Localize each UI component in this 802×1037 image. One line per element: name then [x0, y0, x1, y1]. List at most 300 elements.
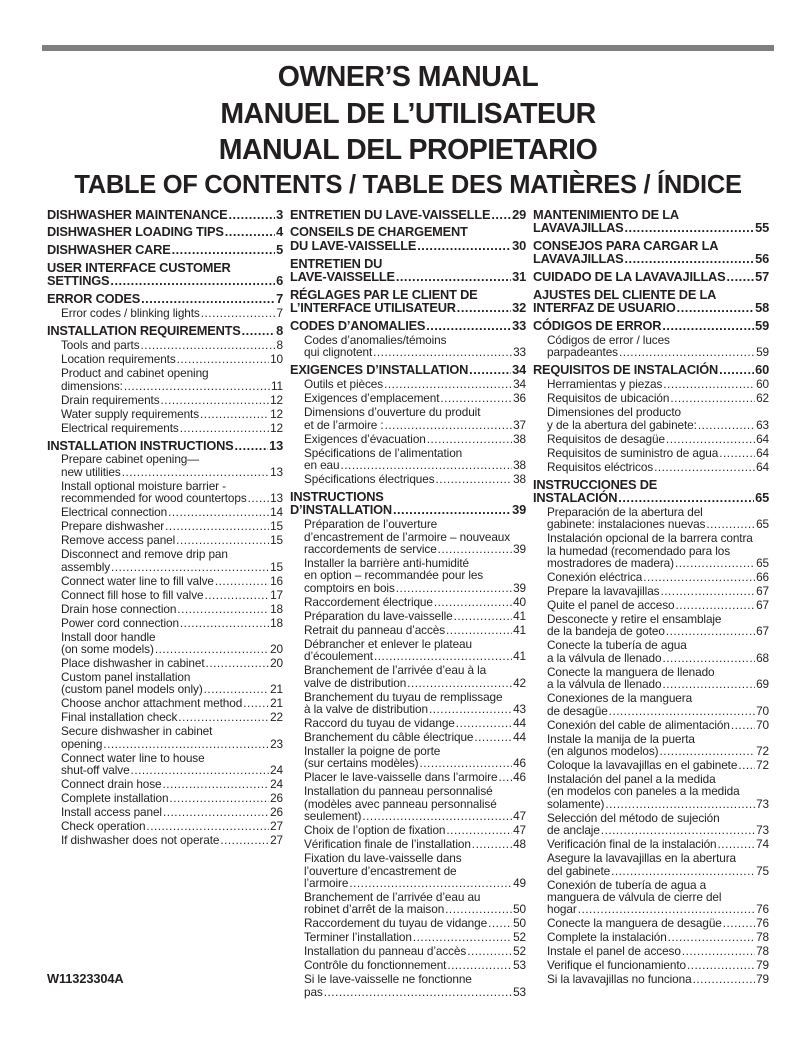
- dot-leader: [426, 319, 511, 332]
- toc-entry-text: Retrait du panneau d’accès: [304, 622, 446, 637]
- toc-sub-entry: [290, 624, 526, 636]
- toc-entry-text: de anclaje: [547, 823, 600, 838]
- toc-entry-text: opening: [61, 736, 103, 751]
- toc-sub-entry: [47, 453, 283, 478]
- toc-entry-text: Place dishwasher in cabinet: [61, 656, 205, 671]
- toc-sub-entry: [47, 657, 283, 669]
- toc-sub-entry: [290, 917, 526, 929]
- toc-entry-text: (custom panel models only): [61, 682, 203, 697]
- toc-entry-page: 50: [513, 916, 526, 931]
- toc-entry-page: 12: [270, 392, 283, 407]
- toc-sub-entry: [47, 307, 283, 319]
- toc-entry-text: Branchement du tuyau de remplissage: [304, 689, 503, 704]
- toc-entry-text: CODES D’ANOMALIES: [290, 317, 426, 333]
- toc-entry-page: 23: [270, 736, 283, 751]
- toc-entry-text: (en algunos modelos): [547, 743, 659, 758]
- toc-entry-page: 70: [756, 717, 769, 732]
- toc-entry-page: 4: [276, 224, 283, 240]
- toc-entry-text: shut-off valve: [61, 763, 130, 778]
- dot-leader: [407, 677, 512, 689]
- toc-entry-text: Conexión eléctrica: [547, 569, 643, 584]
- toc-heading-entry: [47, 243, 283, 256]
- toc-entry-text: seulement): [304, 809, 362, 824]
- toc-entry-page: 20: [270, 656, 283, 671]
- dot-leader: [242, 324, 275, 337]
- toc-entry-text: Prepare la lavavajillas: [547, 583, 660, 598]
- toc-entry-text: Choix de l’option de fixation: [304, 823, 446, 838]
- toc-grid: [47, 208, 769, 1000]
- dot-leader: [660, 585, 755, 597]
- toc-entry-text: Requisitos de suministro de agua: [547, 445, 719, 460]
- toc-entry-text: raccordements de service: [304, 541, 437, 556]
- toc-sub-entry: [47, 778, 283, 790]
- dot-leader: [601, 824, 755, 836]
- toc-heading-entry: [47, 225, 283, 238]
- toc-sub-entry: [533, 973, 769, 985]
- toc-entry-text: robinet d’arrêt de la maison: [304, 902, 445, 917]
- toc-sub-entry: [533, 392, 769, 404]
- toc-entry-text: la humedad (recomendado para los: [547, 543, 731, 558]
- toc-entry-text: EXIGENCES D’INSTALLATION: [290, 362, 469, 378]
- dot-leader: [625, 252, 755, 265]
- toc-sub-entry: [290, 771, 526, 783]
- toc-entry-text: Prepare dishwasher: [61, 519, 165, 534]
- dot-leader: [384, 378, 512, 390]
- dot-leader: [654, 461, 755, 473]
- toc-entry-text: et de l’armoire :: [304, 417, 384, 432]
- toc-heading-entry: [47, 439, 283, 452]
- dot-leader: [611, 865, 755, 877]
- toc-entry-text: Spécifications électriques: [304, 471, 435, 486]
- dot-leader: [163, 806, 269, 818]
- toc-sub-entry: [290, 973, 526, 998]
- dot-leader: [472, 838, 512, 850]
- dot-leader: [447, 959, 512, 971]
- toc-entry-text: comptoirs en bois: [304, 580, 395, 595]
- toc-entry-text: ERROR CODES: [47, 291, 141, 307]
- toc-sub-entry: [533, 759, 769, 771]
- toc-entry-page: 69: [756, 677, 769, 692]
- toc-entry-text: Product and cabinet opening: [61, 366, 209, 381]
- toc-entry-page: 32: [512, 300, 526, 316]
- toc-entry-text: INSTALLATION INSTRUCTIONS: [47, 437, 234, 453]
- toc-sub-entry: [533, 931, 769, 943]
- toc-entry-text: Location requirements: [61, 352, 176, 367]
- toc-entry-page: 72: [756, 757, 769, 772]
- toc-entry-page: 38: [513, 457, 526, 472]
- toc-entry-page: 76: [756, 902, 769, 917]
- toc-entry-page: 73: [756, 823, 769, 838]
- dot-leader: [141, 292, 275, 305]
- toc-sub-entry: [290, 717, 526, 729]
- toc-sub-entry: [47, 422, 283, 434]
- toc-entry-text: INTERFAZ DE USUARIO: [533, 300, 676, 316]
- toc-entry-page: 24: [270, 763, 283, 778]
- toc-entry-text: Fixation du lave-vaisselle dans: [304, 851, 462, 866]
- dot-leader: [659, 745, 755, 757]
- dot-leader: [668, 931, 755, 943]
- toc-sub-entry: [290, 785, 526, 822]
- dot-leader: [413, 931, 512, 943]
- toc-entry-page: 34: [512, 362, 526, 378]
- toc-entry-page: 52: [513, 944, 526, 959]
- toc-entry-text: l’ouverture d’encastrement de: [304, 863, 457, 878]
- toc-sub-entry: [290, 406, 526, 431]
- dot-leader: [666, 433, 755, 445]
- dot-leader: [122, 466, 269, 478]
- toc-entry-text: Exigences d’évacuation: [304, 431, 426, 446]
- toc-entry-page: 21: [270, 682, 283, 697]
- toc-entry-text: y de la abertura del gabinete:: [547, 417, 697, 432]
- toc-entry-page: 13: [270, 491, 283, 506]
- toc-sub-entry: [533, 879, 769, 916]
- dot-leader: [201, 307, 276, 319]
- toc-entry-text: Raccordement électrique: [304, 594, 433, 609]
- dot-leader: [163, 778, 270, 790]
- toc-entry-text: Installation du panneau d’accès: [304, 944, 467, 959]
- toc-sub-entry: [290, 473, 526, 485]
- toc-sub-entry: [533, 461, 769, 473]
- toc-entry-text: Installation du panneau personnalisé: [304, 784, 493, 799]
- toc-entry-text: CONSEILS DE CHARGEMENT: [290, 224, 468, 240]
- toc-entry-page: 43: [513, 701, 526, 716]
- toc-entry-text: Electrical connection: [61, 505, 168, 520]
- toc-entry-text: Instale el panel de acceso: [547, 944, 681, 959]
- toc-entry-page: 21: [270, 696, 283, 711]
- dot-leader: [491, 208, 511, 221]
- toc-entry-text: Dimensions d’ouverture du produit: [304, 405, 481, 420]
- toc-entry-text: Water supply requirements: [61, 406, 200, 421]
- toc-sub-entry: [290, 852, 526, 889]
- dot-leader: [456, 717, 512, 729]
- toc-entry-page: 24: [270, 777, 283, 792]
- toc-sub-entry: [290, 610, 526, 622]
- toc-entry-page: 53: [513, 958, 526, 973]
- toc-sub-entry: [290, 334, 526, 359]
- toc-entry-text: Electrical requirements: [61, 420, 179, 435]
- toc-entry-text: Verificación final de la instalación: [547, 837, 717, 852]
- toc-entry-text: Drain requirements: [61, 392, 160, 407]
- toc-entry-text: Coloque la lavavajillas en el gabinete: [547, 757, 738, 772]
- toc-sub-entry: [533, 773, 769, 810]
- dot-leader: [670, 392, 755, 404]
- toc-sub-entry: [533, 447, 769, 459]
- toc-entry-text: (en modelos con paneles a la medida: [547, 784, 740, 799]
- toc-entry-text: Verifique el funcionamiento: [547, 958, 686, 973]
- toc-entry-page: 6: [276, 273, 283, 289]
- toc-entry-text: RÉGLAGES PAR LE CLIENT DE: [290, 286, 478, 302]
- toc-entry-text: L’INTERFACE UTILISATEUR: [290, 300, 456, 316]
- toc-entry-text: Branchement du câble électrique: [304, 729, 474, 744]
- toc-sub-entry: [533, 945, 769, 957]
- toc-entry-page: 65: [755, 489, 769, 505]
- toc-sub-entry: [533, 692, 769, 717]
- dot-leader: [420, 757, 513, 769]
- toc-entry-text: gabinete: instalaciones nuevas: [547, 517, 706, 532]
- toc-entry-page: 22: [270, 710, 283, 725]
- toc-entry-page: 12: [270, 420, 283, 435]
- dot-leader: [706, 518, 755, 530]
- toc-entry-page: 3: [276, 206, 283, 222]
- dot-leader: [169, 792, 269, 804]
- dot-leader: [619, 346, 755, 358]
- toc-sub-entry: [47, 603, 283, 615]
- toc-sub-entry: [533, 719, 769, 731]
- toc-sub-entry: [533, 506, 769, 531]
- toc-entry-text: DISHWASHER CARE: [47, 242, 171, 258]
- toc-sub-entry: [533, 666, 769, 691]
- toc-entry-page: 30: [512, 237, 526, 253]
- toc-entry-text: Install optional moisture barrier -: [61, 478, 227, 493]
- toc-entry-text: Instale la manija de la puerta: [547, 731, 695, 746]
- toc-entry-text: SETTINGS: [47, 273, 110, 289]
- dot-leader: [454, 610, 513, 622]
- dot-leader: [396, 582, 512, 594]
- toc-entry-page: 73: [756, 796, 769, 811]
- toc-entry-page: 66: [756, 569, 769, 584]
- toc-entry-page: 76: [756, 916, 769, 931]
- toc-entry-page: 13: [270, 464, 283, 479]
- toc-entry-page: 44: [513, 729, 526, 744]
- toc-entry-text: Connect fill hose to fill valve: [61, 587, 204, 602]
- toc-entry-text: Prepare cabinet opening—: [61, 452, 199, 467]
- toc-entry-text: (sur certains modèles): [304, 756, 419, 771]
- toc-entry-text: Remove access panel: [61, 533, 176, 548]
- toc-sub-entry: [47, 506, 283, 518]
- toc-entry-page: 50: [513, 902, 526, 917]
- toc-entry-page: 67: [756, 597, 769, 612]
- toc-entry-page: 70: [756, 703, 769, 718]
- toc-entry-text: Débrancher et enlever le plateau: [304, 636, 472, 651]
- toc-entry-text: Branchement de l’arrivée d’eau à la: [304, 663, 487, 678]
- dot-leader: [248, 492, 269, 504]
- dot-leader: [731, 719, 755, 731]
- dot-leader: [578, 903, 755, 915]
- toc-heading-entry: [47, 292, 283, 305]
- toc-sub-entry: [290, 945, 526, 957]
- toc-entry-page: 59: [755, 317, 769, 333]
- dot-leader: [177, 353, 269, 365]
- toc-entry-text: Connect water line to fill valve: [61, 573, 214, 588]
- toc-sub-entry: [290, 931, 526, 943]
- toc-heading-entry: [533, 478, 769, 505]
- toc-entry-page: 15: [270, 519, 283, 534]
- toc-entry-text: d’encastrement de l’armoire – nouveaux: [304, 529, 511, 544]
- toc-entry-text: Desconecte y retire el ensamblaje: [547, 611, 722, 626]
- toc-entry-page: 44: [513, 715, 526, 730]
- toc-sub-entry: [47, 548, 283, 573]
- toc-entry-page: 33: [513, 345, 526, 360]
- toc-entry-text: Preparación de la abertura del: [547, 504, 703, 519]
- dot-leader: [178, 711, 269, 723]
- toc-sub-entry: [290, 596, 526, 608]
- toc-sub-entry: [47, 480, 283, 505]
- toc-column-2: [533, 208, 769, 1000]
- toc-sub-entry: [290, 959, 526, 971]
- toc-sub-entry: [533, 733, 769, 758]
- toc-entry-page: 39: [513, 580, 526, 595]
- toc-entry-text: de desagüe: [547, 703, 608, 718]
- toc-entry-text: Disconnect and remove drip pan: [61, 547, 228, 562]
- toc-sub-entry: [47, 520, 283, 532]
- toc-entry-page: 33: [512, 317, 526, 333]
- dot-leader: [180, 617, 269, 629]
- toc-sub-entry: [533, 838, 769, 850]
- dot-leader: [726, 270, 754, 283]
- toc-entry-page: 7: [276, 291, 283, 307]
- toc-sub-entry: [47, 820, 283, 832]
- toc-sub-entry: [290, 891, 526, 916]
- toc-sub-entry: [533, 571, 769, 583]
- toc-entry-page: 49: [513, 876, 526, 891]
- toc-entry-text: Si la lavavajillas no funciona: [547, 972, 692, 987]
- toc-entry-text: de la bandeja de goteo: [547, 624, 665, 639]
- toc-sub-entry: [533, 812, 769, 837]
- dot-leader: [445, 903, 512, 915]
- dot-leader: [662, 319, 754, 332]
- toc-entry-text: pas: [304, 984, 323, 999]
- toc-entry-text: parpadeantes: [547, 345, 618, 360]
- toc-sub-entry: [47, 394, 283, 406]
- document-number: W11323304A: [47, 971, 124, 986]
- toc-sub-entry: [47, 408, 283, 420]
- toc-entry-text: INSTALLATION REQUIREMENTS: [47, 323, 241, 339]
- dot-leader: [687, 959, 755, 971]
- toc-entry-text: Outils et pièces: [304, 377, 384, 392]
- toc-entry-text: mostradores de madera): [547, 555, 674, 570]
- toc-entry-page: 7: [276, 306, 283, 321]
- dot-leader: [220, 834, 269, 846]
- toc-heading-entry: [533, 270, 769, 283]
- toc-entry-text: D’INSTALLATION: [290, 502, 392, 518]
- toc-entry-page: 15: [270, 559, 283, 574]
- toc-entry-text: REQUISITOS DE INSTALACIÓN: [533, 362, 719, 378]
- dot-leader: [155, 643, 269, 655]
- toc-entry-page: 17: [270, 587, 283, 602]
- toc-sub-entry: [47, 353, 283, 365]
- dot-leader: [675, 557, 755, 569]
- toc-heading-entry: [533, 363, 769, 376]
- toc-entry-page: 68: [756, 650, 769, 665]
- toc-entry-text: LAVE-VAISSELLE: [290, 268, 395, 284]
- dot-leader: [373, 346, 512, 358]
- toc-entry-text: Conecte la tubería de agua: [547, 638, 687, 653]
- toc-entry-page: 47: [513, 809, 526, 824]
- toc-heading-entry: [47, 208, 283, 221]
- toc-entry-text: Requisitos eléctricos: [547, 459, 654, 474]
- toc-heading-entry: [533, 208, 769, 235]
- toc-entry-text: DISHWASHER LOADING TIPS: [47, 224, 224, 240]
- dot-leader: [200, 408, 269, 420]
- toc-entry-page: 57: [755, 268, 769, 284]
- toc-sub-entry: [290, 745, 526, 770]
- toc-sub-entry: [47, 834, 283, 846]
- toc-sub-entry: [533, 406, 769, 431]
- toc-entry-text: MANTENIMIENTO DE LA: [533, 206, 679, 222]
- toc-sub-entry: [290, 447, 526, 472]
- toc-entry-page: 37: [513, 417, 526, 432]
- toc-entry-page: 64: [756, 431, 769, 446]
- toc-entry-page: 48: [513, 837, 526, 852]
- dot-leader: [677, 301, 754, 314]
- toc-column-0: [47, 208, 283, 1000]
- toc-entry-page: 79: [756, 972, 769, 987]
- toc-entry-page: 67: [756, 583, 769, 598]
- toc-entry-text: Herramientas y piezas: [547, 377, 663, 392]
- dot-leader: [675, 599, 755, 611]
- toc-entry-text: CÓDIGOS DE ERROR: [533, 317, 662, 333]
- toc-sub-entry: [47, 671, 283, 696]
- dot-leader: [110, 274, 275, 287]
- toc-entry-page: 31: [512, 268, 526, 284]
- dot-leader: [176, 534, 269, 546]
- toc-entry-text: a la válvula de llenado: [547, 677, 662, 692]
- toc-entry-text: Placer le lave-vaisselle dans l’armoire: [304, 770, 498, 785]
- toc-entry-page: 40: [513, 594, 526, 609]
- toc-entry-page: 79: [756, 958, 769, 973]
- toc-entry-text: a la válvula de llenado: [547, 650, 662, 665]
- toc-entry-text: Tools and parts: [61, 338, 140, 353]
- toc-entry-text: INSTRUCCIONES DE: [533, 476, 658, 492]
- toc-entry-text: Préparation du lave-vaisselle: [304, 608, 453, 623]
- manual-title-english: OWNER’S MANUAL: [277, 61, 539, 93]
- toc-sub-entry: [47, 697, 283, 709]
- dot-leader: [618, 491, 754, 504]
- toc-entry-text: INSTALACIÓN: [533, 489, 618, 505]
- toc-entry-text: en option – recommandée pour les: [304, 568, 484, 583]
- dot-leader: [446, 824, 512, 836]
- toc-entry-page: 39: [513, 541, 526, 556]
- toc-entry-text: Installer la poigne de porte: [304, 743, 441, 758]
- toc-entry-page: 56: [755, 250, 769, 266]
- toc-entry-page: 11: [270, 378, 283, 393]
- toc-entry-text: assembly: [61, 559, 111, 574]
- toc-heading-entry: [533, 239, 769, 266]
- toc-entry-text: Choose anchor attachment method: [61, 696, 243, 711]
- toc-entry-page: 78: [756, 944, 769, 959]
- toc-entry-text: ENTRETIEN DU: [290, 255, 383, 271]
- dot-leader: [374, 650, 512, 662]
- toc-sub-entry: [290, 838, 526, 850]
- toc-entry-text: del gabinete: [547, 863, 611, 878]
- manual-title-french: MANUEL DE L’UTILISATEUR: [220, 97, 596, 130]
- toc-entry-text: CUIDADO DE LA LAVAVAJILLAS: [533, 268, 726, 284]
- toc-sub-entry: [290, 518, 526, 555]
- toc-entry-page: 10: [270, 352, 283, 367]
- dot-leader: [434, 596, 512, 608]
- toc-entry-text: Codes d’anomalies/témoins: [304, 332, 447, 347]
- toc-entry-text: qui clignotent: [304, 345, 373, 360]
- dot-leader: [340, 459, 512, 471]
- toc-entry-page: 72: [756, 743, 769, 758]
- toc-entry-text: (on some models): [61, 642, 154, 657]
- dot-leader: [474, 731, 512, 743]
- toc-entry-text: Quite el panel de acceso: [547, 597, 675, 612]
- toc-entry-page: 67: [756, 624, 769, 639]
- dot-leader: [141, 339, 276, 351]
- toc-sub-entry: [47, 367, 283, 392]
- toc-entry-text: Power cord connection: [61, 615, 179, 630]
- dot-leader: [643, 571, 755, 583]
- toc-sub-entry: [47, 589, 283, 601]
- toc-entry-page: 64: [756, 445, 769, 460]
- dot-leader: [393, 503, 511, 516]
- dot-leader: [396, 270, 511, 283]
- toc-entry-page: 59: [756, 345, 769, 360]
- toc-entry-page: 65: [756, 555, 769, 570]
- toc-sub-entry: [533, 613, 769, 638]
- toc-entry-page: 78: [756, 930, 769, 945]
